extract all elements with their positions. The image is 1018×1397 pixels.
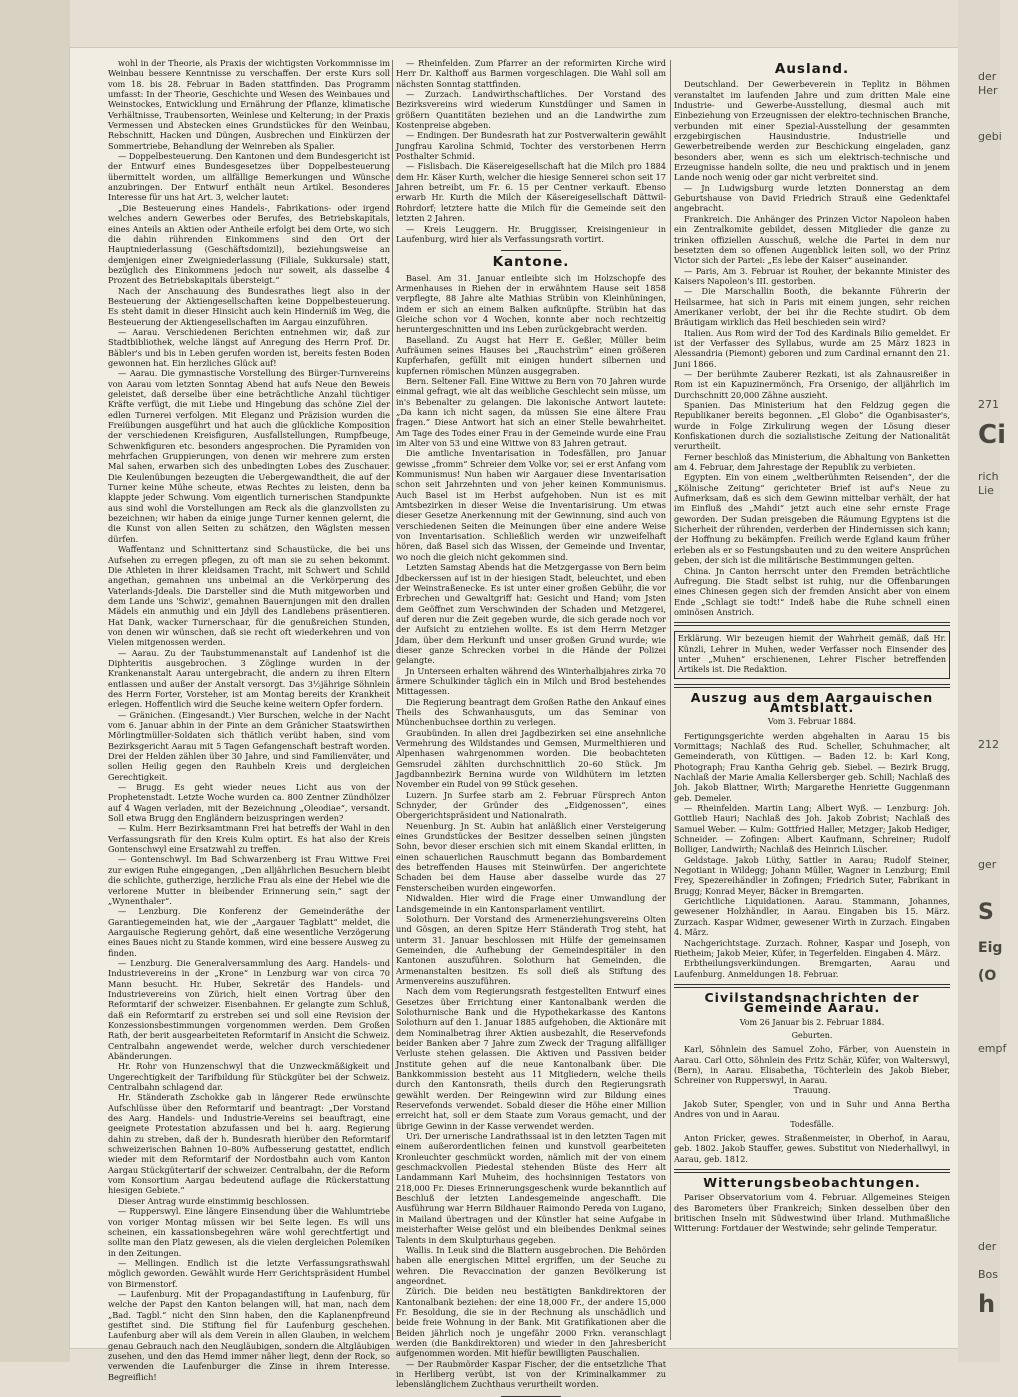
- article-paragraph: Uri. Der urnerische Landrathssaal ist in den letzten Tagen mit einem außerordentlichen feinen und kunstvoll gearbeiteten Kronleuchter geschmückt worden, nämlich mit der von einem geschmackvollen Piedestal stehenden Büste des Herr alt Landammann Karl Muheim, des hochsinnigen Testators von 218,000 Fr. Dieses Erinnerungsgeschenk wurde bekanntlich auf Beschluß der letzten Landesgemeinde angeschafft. Die Ausführung war Herrn Bildhauer Raimondo Pereda von Lugano, in Mailand übertragen und der Künstler hat seine Aufgabe in meisterhafter Weise gelöst und ein bleibendes Denkmal seines Talents in dem Skulpturhaus gegeben.: [396, 1131, 666, 1245]
- article-paragraph: — Mellingen. Endlich ist die letzte Verfassungsrathswahl möglich geworden. Gewählt wurde Herr Gerichtspräsident Humbel von Birmenstorf.: [108, 1257, 390, 1289]
- article-paragraph: Nach dem vom Regierungsrath festgestellten Entwurf eines Gesetzes über Errichtung einer Kantonalbank werden die Solothurnische Bank und die Hypothekarkasse des Kantons Solothurn auf den 1. Januar 1885 aufgehoben, die Aktionäre mit dem Nominalbetrag ihrer Aktien ausbezahlt, die Reservefonds beider Banken aber 7 Jahre zum Zweck der Tragung allfälliger Verluste stehen gelassen. Die Aktiven und Passiven beider Jnstitute gehen auf die neue Kantonalbank über. Die Bankkommission besteht aus 11 Mitgliedern, welche theils durch den Kantonsrath, theils durch den Regierungsrath gewählt werden. Der Reingewinn wird zur Bildung eines Reservefonds verwendet. Sobald dieser die Höhe einer Million erreicht hat, soll er dem Staate zum Voraus gemacht, und der übrige Gewinn in der Kasse verwendet werden.: [396, 986, 666, 1131]
- edge-fragment: Eig: [978, 940, 1003, 956]
- newspaper-page: [70, 48, 958, 1390]
- edge-fragment: Ci: [978, 420, 1006, 450]
- article-paragraph: — Gontenschwyl. Im Bad Schwarzenberg ist Frau Wittwe Frei zur ewigen Ruhe eingegangen, „Den alljährlichen Besuchern bleibt die schlichte, gutherzige, herzliche Frau als eine der Hebel wie die verlorene Mutter in bleibender Erinnerung sein,“ sagt der „Wynenthaler“.: [108, 854, 390, 906]
- article-paragraph: Waffentanz und Schnittertanz sind Schaustücke, die bei uns Aufsehen zu erregen pflegen, zu oft man sie zu sehen bekommt. Die Athleten in ihrer kleidsamen Tracht, mit Schwert und Schild angethan, gemahnen uns unbeimal an die Verkörperung des Vaterlands-Jdeals. Die Darsteller sind die Muth mitgeworben und dem Lande uns 'Schwiz', gemahnen Bauernjungen mit den drallen Mädels ein anmuthig und ein Jdyll des Landlebens präsentieren. Hat Dank, wacker Turnerschaar, für die genußreichen Stunden, von denen wir wünschen, daß sie recht oft wiederkehren und von Vielen mitgenossen werden.: [108, 544, 390, 648]
- article-paragraph: — Rheinfelden. Zum Pfarrer an der reformirten Kirche wird Herr Dr. Kalthoff aus Barmen vorgeschlagen. Die Wahl soll am nächsten Sonntag stattfinden.: [396, 58, 666, 89]
- edge-fragment: Lie: [978, 484, 994, 497]
- deaths-heading: Todesfälle.: [790, 1119, 834, 1129]
- article-paragraph: China. Jn Canton herrscht unter den Fremden beträchtliche Aufregung. Die Stadt selbst ist ruhig, nur die Offenbarungen eines Chinesen gegen sich der fremden Ansicht aber von einem Ende „Schlagt sie todt!“ Indeß habe die Ruhe schnell einen ominösen Anstrich.: [674, 565, 950, 617]
- gazette-paragraph: Erbtheilungsverkündungen. Bremgarten, Aarau und Laufenburg. Anmeldungen 18. Februar.: [674, 958, 950, 979]
- column-divider: [670, 60, 671, 1340]
- edge-fragment: gebi: [978, 130, 1002, 143]
- section-rule: [674, 984, 950, 988]
- article-paragraph: — Lenzburg. Die Generalversammlung des Aarg. Handels- und Industrievereins in der „Krone“ in Lenzburg war von circa 70 Mann besucht. Hr. Huber, Sekretär des Handels- und Industrievereins von Zürich, hielt einen Vortrag über den Reformtarif der schweizer. Eisenbahnen. Er gelangte zum Schluß, daß ein Reformtarif zu erstreben sei und soll eine Revision der Konzessionsbestimmungen vorgenommen werden. Dem Großen Rath, der berit ausgearbeiteten Reformtarif in Ansicht die Schweiz. Centralbahn angewendet werde, welcher durch verschiedener Abänderungen.: [108, 957, 390, 1061]
- article-paragraph: — Laufenburg. Mit der Propagandastiftung in Laufenburg, für welche der Papst den Kanton belangen will, hat man, nach dem „Bad. Tagbl.“ nicht den Sinn haben, den die Kaplanenpfreund gestiftet sind. Die Stiftung fiel für Laufenburg geschehen. Laufenburg aber will als dem Verein in allen Glauben, in welchem genau Gebrauch nach den Neugläubigen, sondern die Altgläubigen zusehen, und den das Hemd immer näher liegt, denn der Rock, so verwenden die Laufenburger die Zinse in ihrem Interesse. Begreiflich!: [108, 1288, 390, 1382]
- article-paragraph: Die amtliche Inventarisation in Todesfällen, pro Januar gewisse „fromm“ Schreier dem Volke vor, sei er erst Anfang vom Kommunismus! Nun haben wir Aargauer diese Inventarisation schon seit Jahrzehnten und von jeher keinen Kommunismus. Auch Basel ist im Herbst aufgehoben. Nun ist es mit Amtsbezirken in dieser Weise die Inventarisirung. Um etwas dieser Gesetze Anerkennung mit der Gewinnung, sind auch von verschiedenen Seiten die Meinungen über eine andere Weise von Inventarisation. Schließlich werden wir unzweifelhaft hören, daß Basel sich das Wissen, der Gemeinde und Inventar, wo noch die gleich nicht gekommen sind.: [396, 448, 666, 562]
- article-paragraph: Deutschland. Der Gewerbeverein in Teplitz in Böhmen veranstaltet im laufenden Jahre und zum dritten Male eine Industrie- und Gewerbe-Ausstellung, diesmal auch mit Einbeziehung von Erzeugnissen der elektro-technischen Branche, verbunden mit einer Spezial-Ausstellung der gesammten erzgebirgischen Hausindustrie. Industrielle und Gewerbetreibende werden zur Beschickung eingeladen, ganz besonders aber, wenn es sich um elektrisch-technische und Erzeugnisse handeln sollte, die neu und praktisch und in jenem Lande noch wenig oder gar nicht verbreitet sind.: [674, 79, 950, 183]
- editorial-notice: Erklärung. Wir bezeugen hiemit der Wahrheit gemäß, daß Hr. Künzli, Lehrer in Muhen, weder Verfasser noch Einsender des unter „Muhen“ erschienenen, Lehrer Fischer betreffenden Artikels ist. Die Redaktion.: [674, 631, 950, 678]
- article-paragraph: Spanien. Das Ministerium hat den Feldzug gegen die Republikaner bereits begonnen. „El Globo“ die Oganbisaster's, wurde in Folge Zirkulirung wegen der Lösung dieser Konfiskationen durch die sozialistische Zeitung der Nationalität verurtheilt.: [674, 400, 950, 452]
- article-paragraph: Zürich. Die beiden neu bestätigten Bankdirektoren der Kantonalbank beziehen: der eine 18,000 Fr., der andere 15,000 Fr. Besoldung, die sie in der Rechnung als unschädlich und beide freie Wohnung in der Bank. Mit Gratifikationen aber die Beiden jährlich noch je ungefähr 2000 Frkn. veranschlagt werden (die Bankdirektoren) und wieder in den Jahresbericht aufgenommen worden. Mit hiefür bewilligten Pauschalien.: [396, 1286, 666, 1359]
- gazette-paragraph: Fertigungsgerichte werden abgehalten in Aarau 15 bis Vormittags; Nachlaß des Rud. Scheller, Schuhmacher, alt Gemeinderath, von Küttigen. — Baden 12. b: Karl Kong, Photograph; Frau Kantha Gehrig geb. Siebel. — Bezirk Brugg, Nachlaß der Marie Amalia Kellersberger geb. Schill; Nachlaß des Joh. Jakob Blattner, Wirth; Margarethe Henriette Guggenmann geb. Demeler.: [674, 730, 950, 803]
- births-heading: Geburten.: [791, 1030, 833, 1040]
- article-paragraph: — Brugg. Es geht wieder neues Licht aus von der Prophetenstadt. Letzte Woche wurden ca. 800 Zentner Zündhölzer auf 4 Wagen verladen, mit der Bezeichnung „Oleodiae“, versandt. Soll etwa Brugg den Engländern beizuspringen werden?: [108, 782, 390, 824]
- section-heading-weather: Witterungsbeobachtungen.: [703, 1175, 921, 1191]
- article-paragraph: Letzten Samstag Abends hat die Metzgergasse von Bern beim Jdbeckerssen auf ist in der hiesigen Stadt, beleuchtet, und eben der Weinstraßenecke. Es ist unter einer großen Gebühr, die vor Erbrechen und Gewaltgriff hat: Gesicht und Hand; vom Jsten dem Geöffnet zum Verschwinden der Schaden und Metzgerei, auf deren nur die Zeit gegeben wurde, die sich gerade noch vor der Aufsicht zu entziehen wollte. Es ist dem Herrn Metzger Jdam, über dem Herkunft und unser großen Grund wurde; wie dieser ganze Schrecken vorbei in die Hände der Polizei gelangte.: [396, 562, 666, 666]
- article-paragraph: — Paris, Am 3. Februar ist Rouher, der bekannte Minister des Kaisers Napoleon's III. gestorben.: [674, 265, 950, 286]
- article-paragraph: „Die Besteuerung eines Handels-, Fabrikations- oder irgend welches andern Gewerbes oder Berufes, des Betriebskapitals, eines Anteils an Aktien oder Antheile erfolgt bei dem Orte, wo sich die dahin rührenden Einkommens sind den Ort der Hauptniederlassung (Geschäftsdomizil), beziehungsweise an demjenigen einer Zweigniederlassung (Filiale, Sukkursale) statt, bezüglich des Einkommens jedoch nur soweit, als dasselbe 4 Prozent des Betriebskapitals übersteigt.“: [108, 202, 390, 286]
- column-1: [108, 58, 390, 1382]
- article-paragraph: Basel. Am 31. Januar entleibte sich im Holzschopfe des Armenhauses in Riehen der in erwähntem Hause seit 1858 verpflegte, 88 Jahre alte Mathias Strübin von Kleinhüningen, indem er sich an einem Balken aufknüpfte. Strübin hat das Gleiche schon vor 4 Wochen, konnte aber noch rechtzeitig heruntergeschnitten und ins Leben zurückgebracht werden.: [396, 272, 666, 335]
- article-paragraph: — Jn Ludwigsburg wurde letzten Donnerstag an dem Geburtshause von David Friedrich Strauß eine Gedenktafel angebracht.: [674, 182, 950, 214]
- article-paragraph: — Kulm. Herr Bezirksamtmann Frei hat betreffs der Wahl in den Verfassungsrath für den Kreis Kulm optirt. Es hat also der Kreis Gontenschwyl eine Ersatzwahl zu treffen.: [108, 823, 390, 855]
- article-paragraph: Baselland. Zu Augst hat Herr E. Geßler, Müller beim Aufräumen seines Hauses bei „Rauchstrüm“ einen größeren Kupferhafen, gefüllt mit einigen hundert silbernen und kupfernen römischen Münzen ausgegraben.: [396, 334, 666, 376]
- edge-fragment: (O: [978, 968, 997, 984]
- section-rule: [674, 684, 950, 688]
- edge-fragment: h: [978, 1290, 996, 1318]
- article-paragraph: — Aarau. Verschiedenen Berichten entnehmen wir, daß zur Stadtbibliothek, welche längst auf Anregung des Herrn Prof. Dr. Bäbler's und bis in Leben gerufen worden ist, bereits festen Boden gewonnen hat. Ein herzliches Glück auf!: [108, 326, 390, 368]
- article-paragraph: Egypten. Ein von einem „weltberühmten Reisenden“, der die „Kölnische Zeitung“ gerichteter Brief ist auf's Neue zu Aufmerksam, daß es sich dem Gewinn mittelbar verhält, der hat im Einfluß des „Mahdi“ jetzt auch eine sehr ernste Frage geworden. Der Sudan preisgeben die Räumung Egyptens ist die Sicherheit der rührenden, verderben der Hindernissen sich kann; der Hoffnung zu bekämpfen. Freilich werde Egland kaum früher erleben als er so Festungsbauten und zu den weitere Ansprüchen geben, der sich ist die militärische Bestimmungen gelten.: [674, 472, 950, 566]
- article-paragraph: — Rupperswyl. Eine längere Einsendung über die Wahlumtriebe von voriger Montag müssen wir bei Seite legen. Es will uns scheinen, ein kassationsbegehren wäre wohl gerechtfertigt und sollte man den Platz gewesen, als die vielen dergleichen Polemiken in den Zeitungen.: [108, 1206, 390, 1258]
- article-paragraph: Hr. Rohr von Hunzenschwyl that die Unzweckmäßigkeit und Ungerechtigkeit der Tarifbildung für Stückgüter bei der Schweiz. Centralbahn schlagend dar.: [108, 1061, 390, 1093]
- edge-fragment: Bos: [978, 1268, 999, 1281]
- edge-fragment: ger: [978, 858, 997, 871]
- article-paragraph: — Zurzach. Landwirthschaftliches. Der Vorstand des Bezirksvereins wird wiederum Kunstdünger und Samen in größern Quantitäten beziehen und an die Landwirthe zum Kostenpreise abgeben.: [396, 89, 666, 131]
- article-paragraph: — Fislisbach. Die Käsereigesellschaft hat die Milch pro 1884 dem Hr. Käser Kurth, welcher die hiesige Sennerei schon seit 17 Jahren betreibt, um Fr. 6. 15 per Centner verkauft. Ebenso erwarb Hr. Kurth die Milch der Käsereigesellschaft Dättwil-Rohrdorf; letztere hatte die Milch für die Gemeinde seit den letzten 2 Jahren.: [396, 161, 666, 224]
- edge-fragment: 212: [978, 738, 999, 751]
- section-rule: [674, 1169, 950, 1173]
- article-paragraph: — Kreis Leuggern. Hr. Bruggisser, Kreisingenieur in Laufenburg, wird hier als Verfassungsrath vortirt.: [396, 223, 666, 244]
- article-paragraph: Ferner beschloß das Ministerium, die Abhaltung von Banketten am 4. Februar, dem Jahrestage der Republik zu verbieten.: [674, 451, 950, 473]
- edge-fragment: der: [978, 1240, 997, 1253]
- article-paragraph: Die Regierung beantragt dem Großen Rathe den Ankauf eines Theils des Schwanhausguts, um das Seminar von Münchenbuchsee dorthin zu verlegen.: [396, 696, 666, 728]
- weather-report: Pariser Observatorium vom 4. Februar. Allgemeines Steigen des Barometers über Frankreich; Sinken desselben über den britischen Inseln mit Südwestwind über Irland. Muthmaßliche Witterung: Fortdauer der Westwinde; sehr gelinde Temperatur.: [674, 1192, 950, 1234]
- section-rule: [674, 622, 950, 626]
- gazette-date: Vom 3. Februar 1884.: [767, 717, 857, 727]
- article-paragraph: — Aarau. Die gymnastische Vorstellung des Bürger-Turnvereins von Aarau vom letzten Sonntag Abend hat aufs Neue den Beweis geleistet, daß derselbe über eine beträchtliche Anzahl tüchtiger Kräfte verfügt, die mit Liebe und Hingebung das schöne Ziel der edlen Turnerei verfolgen. Mit Eleganz und Präzision wurden die Freiübungen ausgeführt und hat auch die glückliche Komposition der verschiedenen Kreisfiguren, Ausfallstellungen, Rumpfbeuge, Schwenkfiguren etc. besonders angesprochen. Die Pyramiden von mehrfachen Gruppierungen, von denen wir mehrere zum ersten Mal sahen, erwarben sich des unbedingten Lobes des Zuschauer. Die Keulenübungen bezeugten die Uebergewandtheit, die auf der Turner keine Mühe scheute, etwas Rechtes zu leisten, denn ba klappte jeder Schwung. Vom eigentlich turnerischen Standpunkte aus sind wohl die Vorstellungen am Reck als die glanzvollsten zu bezeichnen; wir haben da einige junge Turner kennen gelernt, die die Kunst von allen Seiten zu schätzen, den Wäglsten messen dürfen.: [108, 368, 390, 544]
- edge-fragment: 271: [978, 398, 999, 411]
- gazette-paragraph: Geldstage. Jakob Lüthy, Sattler in Aarau; Rudolf Steiner, Negotiant in Wildegg; Johann Müller, Wagner in Lenzburg; Emil Frey, Spezereihändler in Zofingen; Friedrich Suter, Fabrikant in Brugg; Konrad Meyer, Bäcker in Bremgarten.: [674, 854, 950, 896]
- gazette-paragraph: Nachgerichtstage. Zurzach. Rohner, Kaspar und Joseph, von Rietheim; Jakob Meier, Küfer, in Tegerfelden. Eingaben 4. März.: [674, 937, 950, 958]
- article-paragraph: — Doppelbesteuerung. Den Kantonen und dem Bundesgericht ist der Entwurf eines Bundesgesetzes über Doppelbesteuerung übermittelt worden, um allfällige Bemerkungen und Wünsche anzubringen. Der Entwurf enthält neun Artikel. Besonderes Interesse für uns hat Art. 3, welcher lautet:: [108, 151, 390, 203]
- section-heading-civil-register: Civilstandsnachrichten der Gemeinde Aarau.: [704, 989, 920, 1016]
- article-paragraph: Bern. Seltener Fall. Eine Wittwe zu Bern von 70 Jahren wurde einmal gefragt, wie alt das weibliche Geschlecht sein müsse, um in's Bebenalter zu gelangen. Die lakonische Antwort lautete: „Da kann ich nicht sagen, da müssen Sie eine ältere Frau fragen.“ Diese Antwort hat sich an einer Stelle bewahrheitet. Am Tage des Todes einer Frau in der Gemeinde wurde eine Frau im Alter von 53 und eine Wittwe von 83 Jahren getraut.: [396, 375, 666, 449]
- article-paragraph: — Der Raubmörder Kaspar Fischer, der die entsetzliche That in Herliberg verübt, ist von der Kriminalkammer zu lebenslänglichem Zuchthaus verurtheilt worden.: [396, 1358, 666, 1390]
- marriages-heading: Trauung.: [793, 1085, 831, 1095]
- column-2: [396, 58, 666, 1390]
- article-paragraph: Jn Unterseen erhalten während des Winterhalbjahres zirka 70 ärmere Schulkinder täglich ein in Milch und Brod bestehendes Mittagessen.: [396, 665, 666, 697]
- column-3: [674, 58, 950, 1346]
- section-heading-cantons: Kantone.: [492, 254, 570, 271]
- article-paragraph: Luzern. Jn Surfee starb am 2. Februar Fürsprech Anton Schnyder, der Gründer des „Eidgenossen“, eines Obergerichtspräsident und Nationalrath.: [396, 789, 666, 821]
- article-paragraph: — Der berühmte Zauberer Rezkati, ist als Zahnausreißer in Rom ist ein Kapuzinermönch, Fra Orsenigo, der alljährlich im Durchschnitt 20,000 Zähne auszieht.: [674, 368, 950, 400]
- gazette-paragraph: Gerichtliche Liquidationen. Aarau. Stammann, Johannes, gewesener Holzhändler, in Aarau. Eingaben bis 15. März. Zurzach. Kaspar Widmer, gewesener Wirth in Zurzach. Eingaben 4. März.: [674, 896, 950, 938]
- gazette-paragraph: — Rheinfelden. Martin Lang; Albert Wyß. — Lenzburg: Joh. Gottlieb Hauri; Nachlaß des Joh. Jakob Zobrist; Nachlaß des Samuel Weber. — Kulm: Gottfried Haller, Metzger; Jakob Hediger, Schneider. — Zofingen: Albert Kaufmann, Schreiner; Rudolf Bolliger, Landwirth; Nachlaß des Heinrich Lüscher.: [674, 803, 950, 855]
- article-paragraph: Graubünden. In allen drei Jagdbezirken sei eine ansehnliche Vermehrung des Wildstandes und Gemsen, Murmelthieren und Alpenhasen wahrgenommen worden. Die beobachteten Gemsrudel zählten durchschnittlich 20–60 Stück. Jm Jagdbannbezirk Bernina wurde von Wildhütern im letzten November ein Rudel von 99 Stück gesehen.: [396, 727, 666, 790]
- article-paragraph: Nach der Anschauung des Bundesrathes liegt also in der Besteuerung der Aktiengesellschaften keine Doppelbesteuerung. Es steht damit in dieser Hinsicht auch kein Hinderniß im Weg, die Besteuerung der Aktiengesellschaften im Aargau einzuführen.: [108, 285, 390, 327]
- edge-fragment: Her: [978, 84, 998, 97]
- section-heading-abroad: Ausland.: [774, 61, 850, 77]
- left-page-margin: [0, 0, 70, 1362]
- edge-fragment: rich: [978, 470, 999, 483]
- article-paragraph: Hr. Ständerath Zschokke gab in längerer Rede erwünschte Aufschlüsse über den Reformtarif und beantragt: „Der Vorstand des Aarg. Handels- und Industrie-Vereins sei beauftragt, eine geeignete Protestation abzufassen und bei h. aarg. Regierung dahin zu streben, daß der h. Bundesrath hierüber den Reformtarif schweizerischen Bahnen 10–80% Aufbesserung gestattet, endlich wieder mit dem Reformtarif der Nordostbahn auch vom Kanton Aargau Stückgütertarif der schweizer. Centralbahn, der die Reform vom Konsortium Aargau bedeutend auflage die Rückerstattung hiesigen Gebiete.“: [108, 1092, 390, 1196]
- civil-register-date: Vom 26 Januar bis 2. Februar 1884.: [739, 1017, 885, 1027]
- article-paragraph: — Lenzburg. Die Konferenz der Gemeinderäthe der Garantiegemeinden hat, wie der „Aargauer Tagblatt“ meldet, die Aargauische Regierung gehört, daß eine wesentliche Verzögerung eines Baues nicht zu Stande kommen, wird eine bessere Ausweg zu finden.: [108, 906, 390, 958]
- article-paragraph: Solothurn. Der Vorstand des Armenerziehungsvereins Olten und Gösgen, an deren Spitze Herr Ständerath Trog steht, hat unterm 31. Januar beschlossen mit Hülfe der gemeinsamen Gemeinden, die Aufhebung der Gemeindespitäler in den Kantonen auszuführen. Solothurn hat Gemeinden, die Armenanstalten besitzen. Es soll dieß als Stiftung des Armenvereins auszuführen.: [396, 913, 666, 986]
- section-heading-gazette: Auszug aus dem Aargauischen Amtsblatt.: [690, 689, 934, 715]
- article-paragraph: — Aarau. Zu der Taubstummenanstalt auf Landenhof ist die Diphteritis ausgebrochen. 3 Zöglinge wurden in der Krankenanstalt Aarau untergebracht, die andern zu ihren Eltern entlassen und außer der Anstalt versorgt. Das 3½jährige Söhnlein des Herrn Forter, Vorsteher, ist am Montag bereits der Krankheit erlegen. Hoffentlich wird die Seuche keine weitern Opfer fordern.: [108, 647, 390, 710]
- deaths-list: Anton Fricker, gewes. Straßenmeister, in Oberhof, in Aarau, geb. 1802. Jakob Stauffer, gewes. Substitut von Niederhallwyl, in Aarau, geb. 1812.: [674, 1133, 950, 1164]
- edge-fragment: der: [978, 70, 997, 83]
- article-paragraph: — Gränichen. (Eingesandt.) Vier Burschen, welche in der Nacht vom 6. Januar abhin in der Pinte an dem Gränicher Staatswirthen Mörlingtmüller-Soldaten sich thätlich verübt haben, sind vom Bezirksgericht Aarau mit 5 Tagen Gefangenschaft bestraft worden. Drei der Helden zählen über 30 Jahre, und sind Familienväter, und sollen Heilig gegen den Rauhbeln Kreis und dergleichen Gerechtigkeit.: [108, 709, 390, 782]
- article-paragraph: Dieser Antrag wurde einstimmig beschlossen.: [118, 1195, 310, 1206]
- section-separator: [501, 250, 561, 251]
- edge-fragment: S: [978, 900, 994, 925]
- article-paragraph: Neuenburg. Jn St. Aubin hat anläßlich einer Versteigerung eines Grundstückes der Besitzer desselben seinen jüngsten Sohn, bevor dieser erschien sich mit einem Skandal erlitten, in einen schauerlichen Rauschmutt begann das Bombardement des betreffenden Hauses mit Steinwürfen. Der angerichtete Schaden bei dem Hause aber dasselbe wurde das 27 Fensterscheiben wurden eingeworfen.: [396, 820, 666, 893]
- article-paragraph: Wallis. In Leuk sind die Blattern ausgebrochen. Die Behörden haben alle energischen Mittel ergriffen, um der Seuche zu wehren. Die Revaccination der ganzen Bevölkerung ist angeordnet.: [396, 1244, 666, 1286]
- column-divider: [392, 60, 393, 1340]
- article-paragraph: Nidwalden. Hier wird die Frage einer Umwandlung der Landsgemeinde in ein Kantonsparlament ventilirt.: [396, 893, 666, 914]
- article-paragraph: — Die Marschallin Booth, die bekannte Führerin der Heilsarmee, hat sich in Paris mit einem jungen, sehr reichen Amerikaner verlobt, der bei ihr die Rechte studirt. Ob dem Bräutigam wirklich das Heil beschieden sein wird?: [674, 286, 950, 328]
- marriages-list: Jakob Suter, Spengler, von und in Suhr und Anna Bertha Andres von und in Aarau.: [674, 1098, 950, 1120]
- adjacent-page-edge: [958, 0, 1007, 1362]
- article-paragraph: Italien. Aus Rom wird der Tod des Kardinals Bilio gemeldet. Er ist der Verfasser des Syllabus, wurde am 25 März 1823 in Alessandria (Piemont) geboren und zum Cardinal ernannt den 21. Juni 1866.: [674, 327, 950, 369]
- births-list: Karl, Söhnlein des Samuel Zoho, Färber, von Auenstein in Aarau. Carl Otto, Söhnlein des Fritz Schär, Küfer, von Walterswyl, (Bern), in Aarau. Elisabetha, Töchterlein des Jakob Bieber, Schreiner von Rupperswyl, in Aarau.: [674, 1044, 950, 1086]
- article-paragraph: Frankreich. Die Anhänger des Prinzen Victor Napoleon haben ein Zentralkomite gebildet, dessen Mitglieder die ganze zu trinken offiziellen Ausschuß, welche die Partei in dem nur besetzten dem so offenen Augenblick leiten soll, wo der Prinz Victor sich der Partei: „Es lebe der Kaiser“ auseinander.: [674, 213, 950, 266]
- article-paragraph: — Endingen. Der Bundesrath hat zur Postverwalterin gewählt Jungfrau Karolina Schmid, Tochter des verstorbenen Herrn Posthalter Schmid.: [396, 130, 666, 162]
- article-paragraph: wohl in der Theorie, als Praxis der wichtigsten Vorkommnisse im Weinbau bessere Kenntnisse zu verschaffen. Der erste Kurs soll vom 18. bis 28. Februar in Baden stattfinden. Das Programm umfasst: In der Theorie, Geschichte und Wesen des Weinbaues und Weinstockes, Entwicklung und Ernährung der Pflanze, klimatische Verhältnisse, Traubensorten, Weinlese und Kelterung; in der Praxis Vermessen und Abstecken eines Grundstückes für den Weinbau, Rebschnitt, Hacken und Düngen, Ausbrechen und Einkürzen der Sommertriebe, Behandlung der Weinreben als Spalier.: [108, 58, 390, 151]
- edge-fragment: empf: [978, 1042, 1007, 1055]
